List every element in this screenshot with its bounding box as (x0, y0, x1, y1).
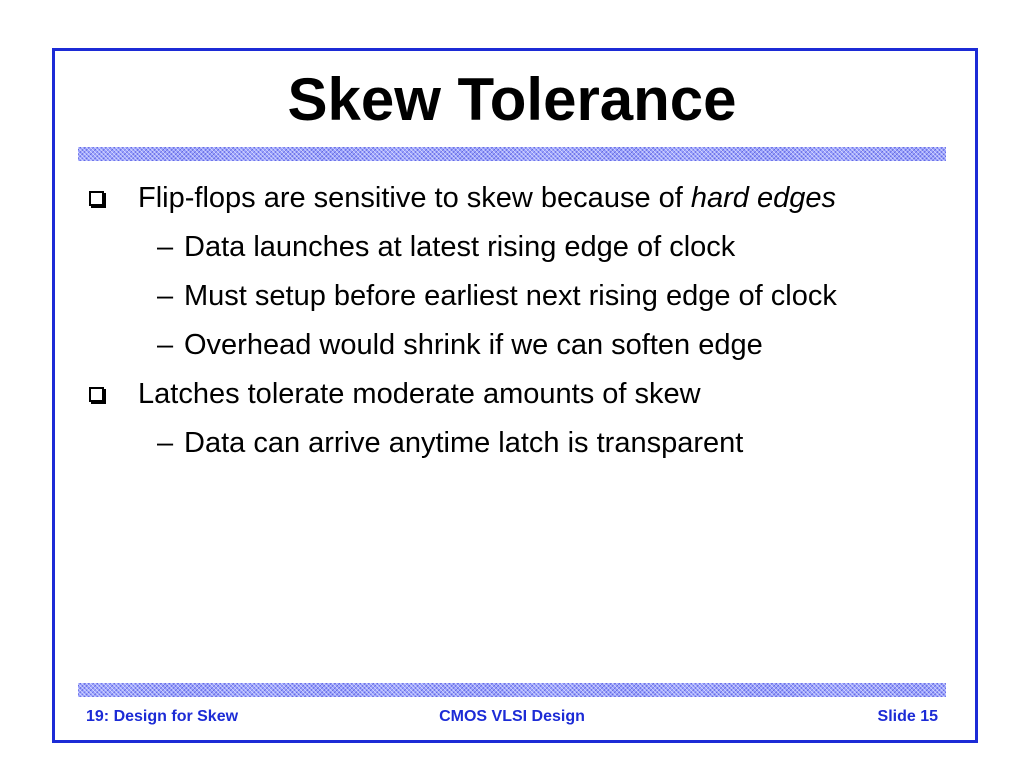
bullet-item: Latches tolerate moderate amounts of skew (138, 378, 701, 410)
sub-bullet-item: Overhead would shrink if we can soften edge (184, 329, 763, 361)
footer-center: CMOS VLSI Design (439, 708, 585, 725)
slide-title: Skew Tolerance (287, 66, 737, 133)
footer-left: 19: Design for Skew (86, 708, 239, 725)
dash-bullet: – (157, 329, 174, 361)
dash-bullet: – (157, 231, 174, 263)
square-bullet-icon (89, 387, 104, 402)
bullet-emphasis: hard edges (690, 182, 836, 214)
bullet-text: Flip-flops are sensitive to skew because of (138, 182, 691, 214)
footer-slide-number: Slide 15 (877, 708, 938, 725)
dash-bullet: – (157, 427, 174, 459)
bullet-item (138, 181, 836, 215)
bottom-divider (78, 683, 946, 697)
dash-bullet: – (157, 280, 174, 312)
sub-bullet-item: Must setup before earliest next rising edge of clock (184, 280, 837, 312)
square-bullet-icon (89, 191, 104, 206)
sub-bullet-item: Data can arrive anytime latch is transparent (184, 427, 744, 459)
top-divider (78, 147, 946, 161)
sub-bullet-item: Data launches at latest rising edge of clock (184, 231, 736, 263)
